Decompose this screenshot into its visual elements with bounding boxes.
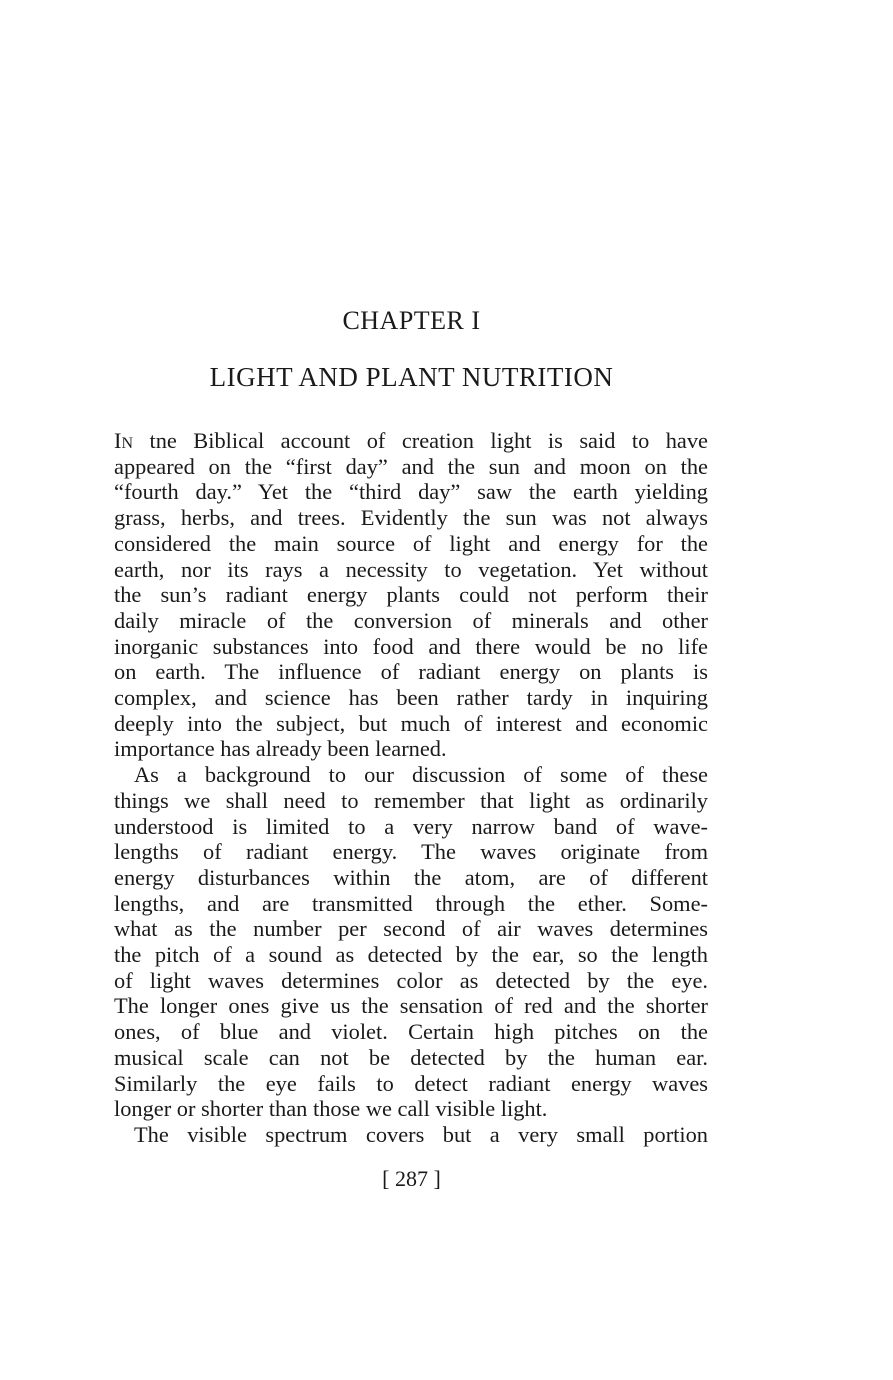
text-line (114, 428, 708, 454)
text-line: musical scale can not be detected by the human ear. (114, 1044, 708, 1070)
text-line: daily miracle of the conversion of minerals and other (114, 607, 708, 633)
text-line: energy disturbances within the atom, are of different (114, 864, 708, 890)
text-line: Similarly the eye fails to detect radiant energy waves (114, 1070, 708, 1096)
text-line: earth, nor its rays a necessity to vegetation. Yet without (114, 556, 708, 582)
text-line: lengths, and are transmitted through the ether. Some- (114, 890, 708, 916)
text-line: the pitch of a sound as detected by the ear, so the length (114, 942, 708, 968)
text-line: understood is limited to a very narrow band of wave- (114, 813, 708, 839)
text-line: importance has already been learned. (114, 736, 447, 762)
opening-word: In (114, 428, 134, 453)
text-line-content: tne Biblical account of creation light is said to have (133, 428, 708, 453)
text-line: ones, of blue and violet. Certain high pitches on the (114, 1019, 708, 1045)
chapter-title: LIGHT AND PLANT NUTRITION (209, 362, 614, 392)
text-line: inorganic substances into food and there would be no life (114, 633, 708, 659)
text-line: longer or shorter than those we call visible light. (114, 1096, 548, 1122)
text-line: grass, herbs, and trees. Evidently the sun was not always (114, 505, 708, 531)
text-line: considered the main source of light and energy for the (114, 530, 708, 556)
text-line: what as the number per second of air waves determines (114, 916, 708, 942)
chapter-number: CHAPTER I (342, 306, 481, 335)
text-line: The visible spectrum covers but a very small portion (134, 1121, 708, 1147)
text-line: appeared on the “first day” and the sun and moon on the (114, 453, 708, 479)
body-text (114, 428, 708, 1148)
text-line: things we shall need to remember that light as ordinarily (114, 787, 708, 813)
text-line: on earth. The influence of radiant energy on plants is (114, 659, 708, 685)
text-line: deeply into the subject, but much of interest and economic (114, 710, 708, 736)
text-line: lengths of radiant energy. The waves originate from (114, 839, 708, 865)
text-line: As a background to our discussion of some of these (134, 762, 708, 788)
text-line: “fourth day.” Yet the “third day” saw the earth yielding (114, 479, 708, 505)
page-number: [ 287 ] (382, 1166, 441, 1191)
text-line: of light waves determines color as detected by the eye. (114, 967, 708, 993)
text-line: the sun’s radiant energy plants could not perform their (114, 582, 708, 608)
text-line: The longer ones give us the sensation of red and the shorter (114, 993, 708, 1019)
text-line: complex, and science has been rather tardy in inquiring (114, 685, 708, 711)
